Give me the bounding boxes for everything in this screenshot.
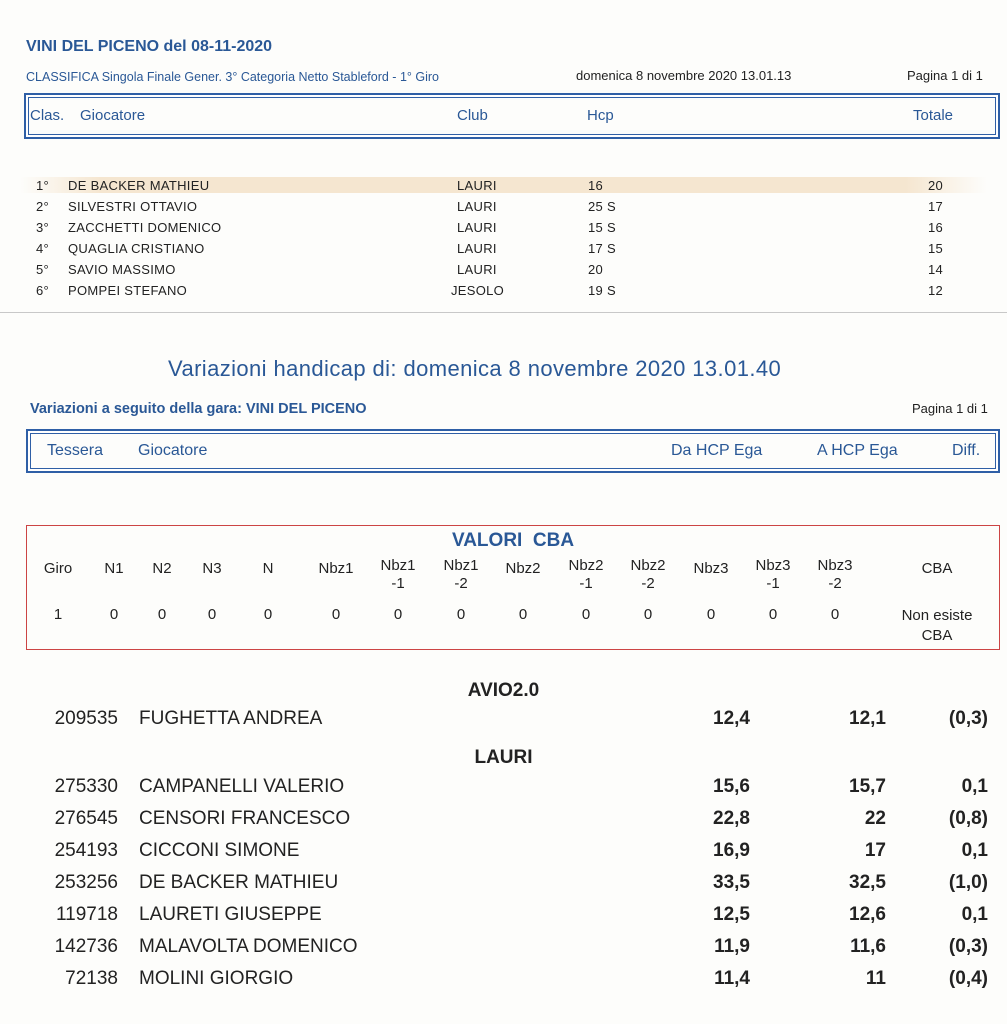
table-row: 254193 CICCONI SIMONE 16,9 17 0,1 <box>54 840 988 861</box>
cba-value: 1 <box>53 606 63 623</box>
header-totale: Totale <box>913 107 954 124</box>
cba-value: 0 <box>157 606 167 623</box>
header-diff: Diff. <box>952 442 981 459</box>
cba-value: 0 <box>263 606 273 623</box>
classifica-title: VINI DEL PICENO del 08-11-2020 <box>26 38 273 55</box>
cba-header: Nbz2 <box>505 560 541 577</box>
header-tessera: Tessera <box>47 442 104 459</box>
cba-header: Nbz2 -1 <box>568 557 604 592</box>
cba-value: 0 <box>643 606 653 623</box>
cba-header: Nbz3 <box>693 560 729 577</box>
table-row: 4° QUAGLIA CRISTIANO LAURI 17 S 15 <box>36 241 944 256</box>
club-heading: LAURI <box>474 747 533 768</box>
cba-value: 0 <box>393 606 403 623</box>
header-hcp: Hcp <box>587 107 614 124</box>
cba-value: 0 <box>331 606 341 623</box>
table-row: 119718 LAURETI GIUSEPPE 12,5 12,6 0,1 <box>56 904 988 925</box>
cba-header: Nbz1 <box>318 560 354 577</box>
cba-header: Giro <box>43 560 73 577</box>
header-clas: Clas. <box>30 107 65 124</box>
header-giocatore-var: Giocatore <box>138 442 208 459</box>
header-a-hcp: A HCP Ega <box>817 442 898 459</box>
cba-header: N3 <box>202 560 222 577</box>
cba-value: Non esiste CBA <box>901 607 973 644</box>
cba-header: Nbz3 -2 <box>817 557 853 592</box>
header-giocatore: Giocatore <box>80 107 146 124</box>
cba-header: N2 <box>152 560 172 577</box>
cba-header: Nbz3 -1 <box>755 557 791 592</box>
table-row: 6° POMPEI STEFANO JESOLO 19 S 12 <box>36 283 944 298</box>
classifica-datetime: domenica 8 novembre 2020 13.01.13 <box>576 68 792 83</box>
cba-value: 0 <box>456 606 466 623</box>
cba-header: N1 <box>104 560 124 577</box>
table-row: 275330 CAMPANELLI VALERIO 15,6 15,7 0,1 <box>54 776 988 797</box>
cba-value: 0 <box>706 606 716 623</box>
section-divider <box>0 312 1007 313</box>
cba-header: CBA <box>921 560 953 577</box>
cba-title: VALORI CBA <box>451 530 575 551</box>
cba-value: 0 <box>518 606 528 623</box>
cba-value: 0 <box>109 606 119 623</box>
cba-header: Nbz2 -2 <box>630 557 666 592</box>
cba-header: N <box>262 560 274 577</box>
club-heading: AVIO2.0 <box>467 680 540 701</box>
classifica-header-box <box>24 93 1000 139</box>
cba-value: 0 <box>581 606 591 623</box>
cba-value: 0 <box>830 606 840 623</box>
variazioni-subtitle: Variazioni a seguito della gara: VINI DEL PICENO <box>30 401 367 417</box>
variazioni-title: Variazioni handicap di: domenica 8 novembre 2020 13.01.40 <box>168 356 782 381</box>
cba-value: 0 <box>768 606 778 623</box>
header-club: Club <box>457 107 488 124</box>
variazioni-header-box <box>26 429 1000 473</box>
header-da-hcp: Da HCP Ega <box>671 442 763 459</box>
table-row: 209535 FUGHETTA ANDREA 12,4 12,1 (0,3) <box>54 708 988 729</box>
table-row: 1° DE BACKER MATHIEU LAURI 16 20 <box>0 177 1007 193</box>
classifica-page: Pagina 1 di 1 <box>907 68 983 83</box>
table-row: 72138 MOLINI GIORGIO 11,4 11 (0,4) <box>65 968 988 989</box>
table-row: 2° SILVESTRI OTTAVIO LAURI 25 S 17 <box>36 199 944 214</box>
classifica-subtitle: CLASSIFICA Singola Finale Gener. 3° Categoria Netto Stableford - 1° Giro <box>26 70 439 84</box>
table-row: 276545 CENSORI FRANCESCO 22,8 22 (0,8) <box>54 808 988 829</box>
table-row: 253256 DE BACKER MATHIEU 33,5 32,5 (1,0) <box>54 872 988 893</box>
cba-header: Nbz1 -1 <box>380 557 416 592</box>
cba-header: Nbz1 -2 <box>443 557 479 592</box>
cba-value: 0 <box>207 606 217 623</box>
variazioni-page: Pagina 1 di 1 <box>912 401 988 416</box>
table-row: 3° ZACCHETTI DOMENICO LAURI 15 S 16 <box>36 220 944 235</box>
table-row: 142736 MALAVOLTA DOMENICO 11,9 11,6 (0,3) <box>54 936 988 957</box>
table-row: 5° SAVIO MASSIMO LAURI 20 14 <box>36 262 944 277</box>
